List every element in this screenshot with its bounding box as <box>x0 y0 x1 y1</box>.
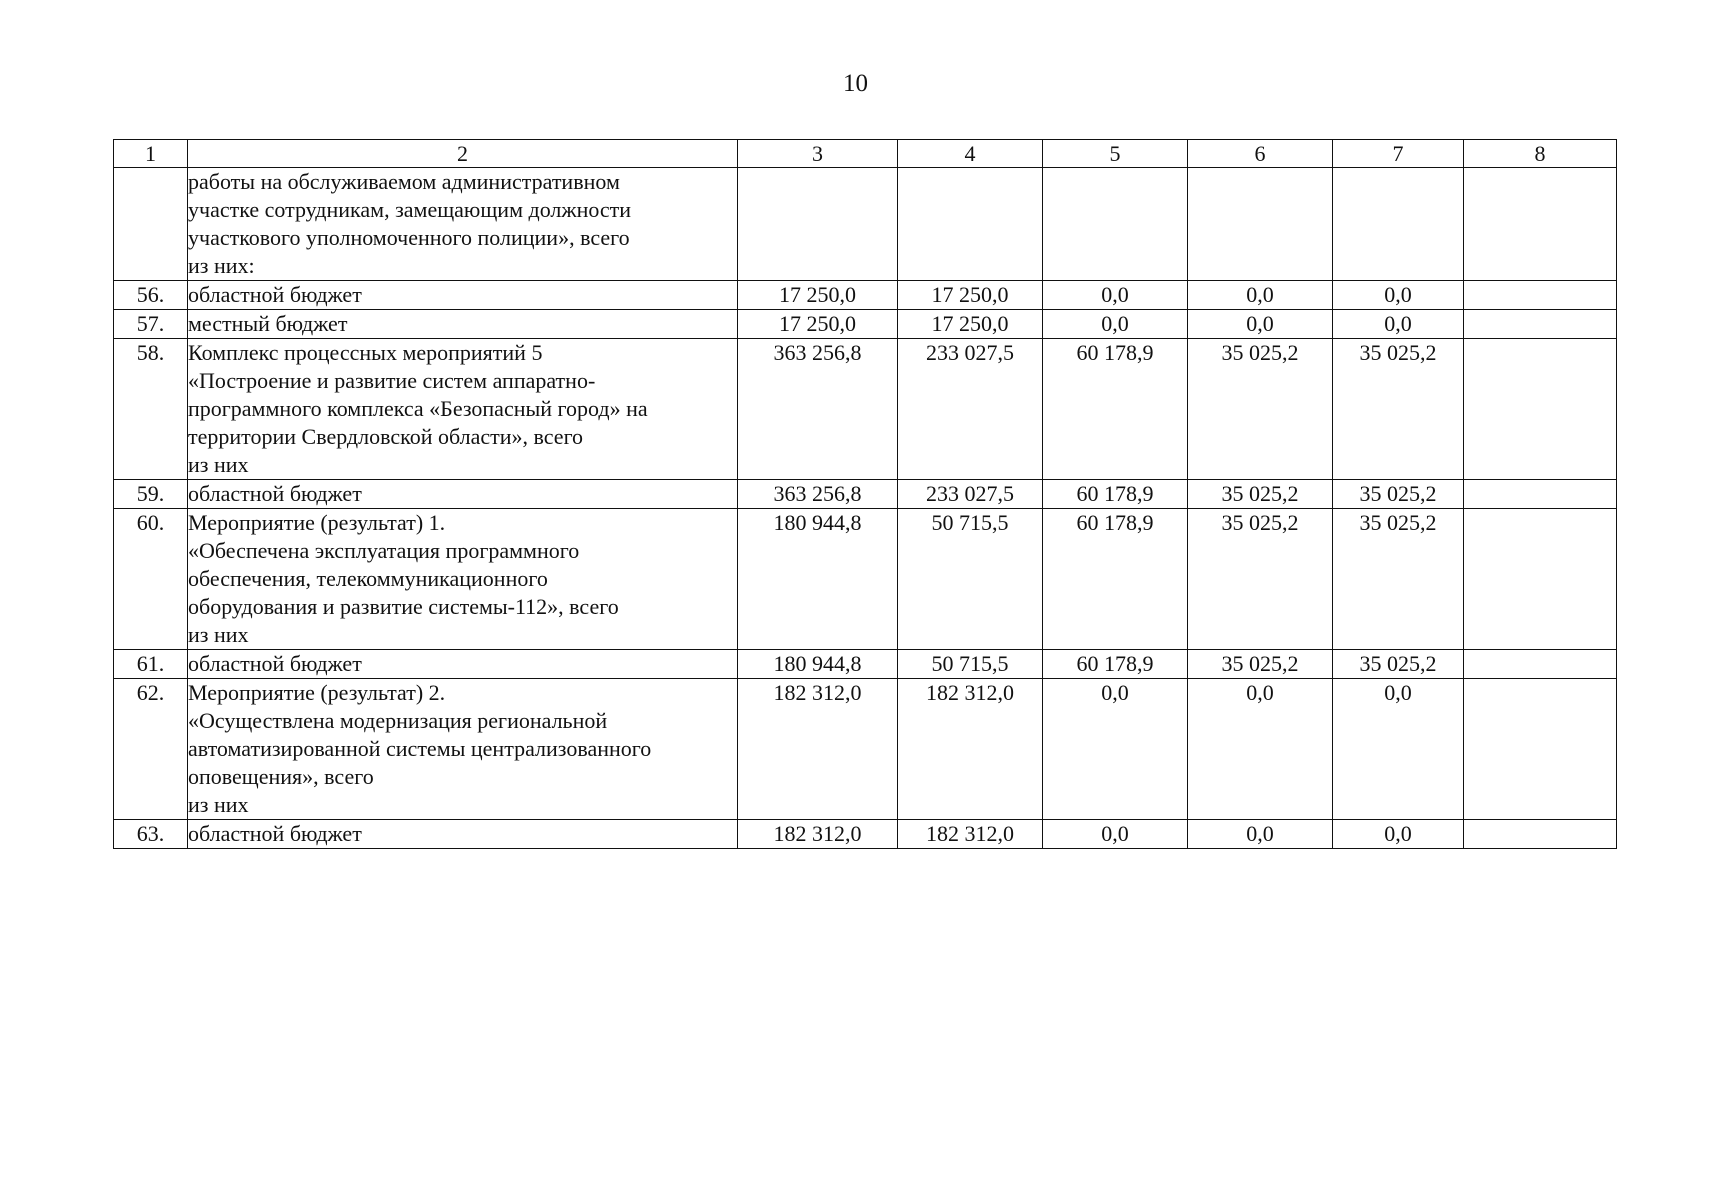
row-number: 62. <box>114 679 188 820</box>
description-line: обеспечения, телекоммуникационного <box>188 566 548 591</box>
budget-table <box>113 139 1617 849</box>
value-cell: 17 250,0 <box>738 310 898 339</box>
row-description <box>188 650 738 679</box>
column-header: 7 <box>1333 140 1464 168</box>
description-line: из них <box>188 452 249 477</box>
value-cell <box>898 168 1043 281</box>
table-row <box>114 168 1617 281</box>
value-cell: 363 256,8 <box>738 339 898 480</box>
value-cell: 0,0 <box>1043 310 1188 339</box>
row-description <box>188 679 738 820</box>
row-description <box>188 480 738 509</box>
table-row <box>114 281 1617 310</box>
description-line: автоматизированной системы централизованного <box>188 736 652 761</box>
value-cell: 50 715,5 <box>898 509 1043 650</box>
value-cell: 0,0 <box>1043 679 1188 820</box>
row-description <box>188 509 738 650</box>
row-description <box>188 339 738 480</box>
value-cell: 0,0 <box>1188 679 1333 820</box>
description-line: областной бюджет <box>188 651 362 676</box>
value-cell: 233 027,5 <box>898 480 1043 509</box>
value-cell <box>1464 679 1617 820</box>
value-cell: 60 178,9 <box>1043 480 1188 509</box>
description-line: Комплекс процессных мероприятий 5 <box>188 340 543 365</box>
value-cell: 35 025,2 <box>1188 339 1333 480</box>
table-row <box>114 310 1617 339</box>
value-cell <box>1464 168 1617 281</box>
description-line: участкового уполномоченного полиции», всего <box>188 225 630 250</box>
table-row <box>114 480 1617 509</box>
value-cell: 0,0 <box>1043 281 1188 310</box>
description-line: оборудования и развитие системы-112», всего <box>188 594 619 619</box>
value-cell <box>1464 310 1617 339</box>
header-row <box>114 140 1617 168</box>
value-cell: 182 312,0 <box>898 820 1043 849</box>
value-cell <box>1188 168 1333 281</box>
value-cell: 0,0 <box>1188 310 1333 339</box>
description-line: территории Свердловской области», всего <box>188 424 584 449</box>
value-cell: 363 256,8 <box>738 480 898 509</box>
value-cell: 50 715,5 <box>898 650 1043 679</box>
table-body <box>114 168 1617 849</box>
value-cell <box>1464 650 1617 679</box>
table-row <box>114 820 1617 849</box>
description-line: работы на обслуживаемом административном <box>188 169 620 194</box>
table-header <box>114 140 1617 168</box>
value-cell: 0,0 <box>1333 679 1464 820</box>
description-line: участке сотрудникам, замещающим должности <box>188 197 632 222</box>
description-line: «Осуществлена модернизация региональной <box>188 708 608 733</box>
column-header: 2 <box>188 140 738 168</box>
value-cell: 35 025,2 <box>1188 509 1333 650</box>
row-description <box>188 281 738 310</box>
description-line: оповещения», всего <box>188 764 374 789</box>
value-cell: 0,0 <box>1333 820 1464 849</box>
description-line: областной бюджет <box>188 821 362 846</box>
row-number: 56. <box>114 281 188 310</box>
value-cell: 35 025,2 <box>1188 480 1333 509</box>
value-cell <box>1333 168 1464 281</box>
description-line: «Построение и развитие систем аппаратно- <box>188 368 596 393</box>
value-cell: 182 312,0 <box>738 679 898 820</box>
value-cell: 180 944,8 <box>738 650 898 679</box>
description-line: из них <box>188 792 249 817</box>
description-line: программного комплекса «Безопасный город» на <box>188 396 648 421</box>
description-line: из них <box>188 622 249 647</box>
description-line: из них: <box>188 253 255 278</box>
value-cell: 0,0 <box>1333 281 1464 310</box>
value-cell: 233 027,5 <box>898 339 1043 480</box>
value-cell <box>1464 339 1617 480</box>
value-cell: 60 178,9 <box>1043 339 1188 480</box>
row-description <box>188 310 738 339</box>
description-line: «Обеспечена эксплуатация программного <box>188 538 580 563</box>
description-line: Мероприятие (результат) 1. <box>188 510 446 535</box>
description-line: областной бюджет <box>188 282 362 307</box>
table-row <box>114 679 1617 820</box>
value-cell: 0,0 <box>1333 310 1464 339</box>
column-header: 6 <box>1188 140 1333 168</box>
row-number: 58. <box>114 339 188 480</box>
value-cell <box>1464 509 1617 650</box>
value-cell: 17 250,0 <box>738 281 898 310</box>
value-cell: 60 178,9 <box>1043 509 1188 650</box>
table-row <box>114 650 1617 679</box>
row-number: 59. <box>114 480 188 509</box>
value-cell <box>738 168 898 281</box>
row-description <box>188 820 738 849</box>
value-cell: 17 250,0 <box>898 281 1043 310</box>
description-line: Мероприятие (результат) 2. <box>188 680 446 705</box>
table-row <box>114 339 1617 480</box>
row-description <box>188 168 738 281</box>
value-cell <box>1464 820 1617 849</box>
value-cell <box>1043 168 1188 281</box>
value-cell <box>1464 480 1617 509</box>
value-cell: 0,0 <box>1188 281 1333 310</box>
row-number: 60. <box>114 509 188 650</box>
row-number: 61. <box>114 650 188 679</box>
value-cell: 35 025,2 <box>1333 480 1464 509</box>
value-cell: 17 250,0 <box>898 310 1043 339</box>
value-cell: 35 025,2 <box>1333 509 1464 650</box>
value-cell: 35 025,2 <box>1333 339 1464 480</box>
description-line: местный бюджет <box>188 311 348 336</box>
column-header: 8 <box>1464 140 1617 168</box>
value-cell: 180 944,8 <box>738 509 898 650</box>
value-cell: 35 025,2 <box>1333 650 1464 679</box>
row-number: 63. <box>114 820 188 849</box>
value-cell: 182 312,0 <box>738 820 898 849</box>
value-cell: 0,0 <box>1043 820 1188 849</box>
value-cell: 0,0 <box>1188 820 1333 849</box>
column-header: 3 <box>738 140 898 168</box>
table-row <box>114 509 1617 650</box>
page-number: 10 <box>843 70 868 97</box>
column-header: 5 <box>1043 140 1188 168</box>
description-line: областной бюджет <box>188 481 362 506</box>
value-cell: 60 178,9 <box>1043 650 1188 679</box>
row-number <box>114 168 188 281</box>
value-cell: 182 312,0 <box>898 679 1043 820</box>
value-cell: 35 025,2 <box>1188 650 1333 679</box>
column-header: 1 <box>114 140 188 168</box>
value-cell <box>1464 281 1617 310</box>
column-header: 4 <box>898 140 1043 168</box>
row-number: 57. <box>114 310 188 339</box>
